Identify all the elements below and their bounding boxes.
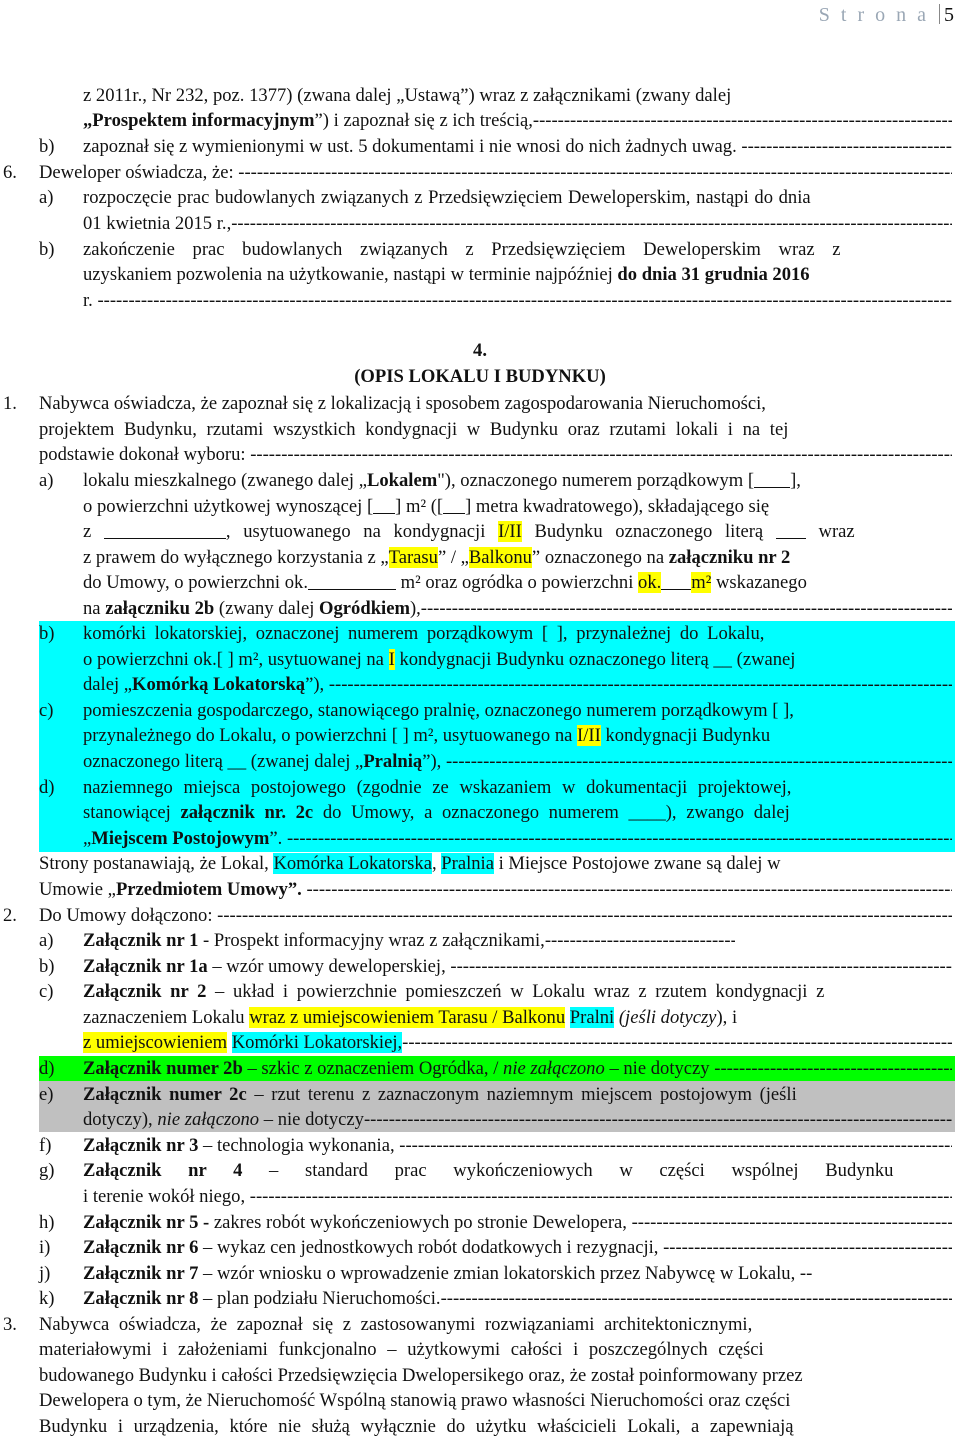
text-line: 6. Deweloper oświadcza, że: ----- (0, 160, 952, 186)
text-line: oznaczonego literą __ (zwanej dalej „Pralnią”), ----- (0, 749, 952, 775)
text-line: z 2011r., Nr 232, poz. 1377) (zwana dalej „Ustawą”) wraz z załącznikami (zwany dalej (83, 85, 732, 106)
text-line: „Miejscem Postojowym”. ----- (0, 826, 952, 852)
text-line: g) Załącznik nr 4 – standard prac wykończeniowych w części wspólnej Budynku (39, 1160, 894, 1181)
text-line: b) zakończenie prac budowlanych związanych z Przedsięwzięciem Deweloperskim wraz z (39, 239, 841, 260)
text-line: z prawem do wyłącznego korzystania z „Tarasu” / „Balkonu” oznaczonego na załączniku nr 2 (83, 547, 791, 568)
text-line: k) Załącznik nr 8 – plan podziału Nieruchomości. ----- (0, 1286, 952, 1312)
text-line: e) Załącznik numer 2c – rzut terenu z zaznaczonym naziemnym miejscem postojowym (jeśli (39, 1084, 797, 1105)
text-line: projektem Budynku, rzutami wszystkich kondygnacji w Budynku oraz rzutami lokali i na tej (39, 419, 789, 440)
text-line: podstawie dokonał wyboru: ----- (0, 442, 952, 468)
section-number: 4. (473, 340, 487, 361)
text-line: 1. Nabywca oświadcza, że zapoznał się z lokalizacją i sposobem zagospodarowania Nieruchomości, (3, 393, 766, 414)
text-line: dalej „Komórką Lokatorską”), ----- (0, 672, 952, 698)
page-header (819, 4, 954, 27)
text-line: o powierzchni użytkowej wynoszącej [ ] m² ([ ] metra kwadratowego), składającego się (83, 496, 770, 517)
text-line: r. ----- (0, 288, 952, 314)
text-line: z , usytuowanego na kondygnacji I/II Budynku oznaczonego literą wraz (83, 521, 855, 542)
text-line: i) Załącznik nr 6 – wykaz cen jednostkowych robót dodatkowych i rezygnacji, ----- (0, 1235, 952, 1261)
text-line: Strony postanawiają, że Lokal, Komórka Lokatorska, Pralnia i Miejsce Postojowe zwane są dalej w (39, 853, 781, 874)
text-line: i terenie wokół niego, ----- (0, 1184, 952, 1210)
text-line: zaznaczeniem Lokalu wraz z umiejscowieniem Tarasu / Balkonu Pralni (jeśli dotyczy), i (83, 1007, 738, 1028)
page-label: S t r o n a (818, 4, 929, 26)
text-line: f) Załącznik nr 3 – technologia wykonania, ----- (0, 1133, 952, 1159)
text-line: o powierzchni ok.[ ] m², usytuowanej na I kondygnacji Budynku oznaczonego literą __ (zwanej (83, 649, 796, 670)
text-line: 2. Do Umowy dołączono: ----- (0, 903, 952, 929)
text-line: materiałowymi i założeniami funkcjonalno – użytkowymi całości i poszczególnych części (39, 1339, 764, 1360)
text-line: d) naziemnego miejsca postojowego (zgodnie ze wskazaniem w dokumentacji projektowej, (39, 777, 792, 798)
text-line: a) lokalu mieszkalnego (zwanego dalej „Lokalem"), oznaczonego numerem porządkowym [ ], (39, 470, 801, 491)
text-line: budowanego Budynku i całości Przedsięwzięcia Dwelopersikego oraz, że został poinformowany przez (39, 1365, 803, 1386)
text-line: 01 kwietnia 2015 r., ----- (0, 211, 952, 237)
text-line: uzyskaniem pozwolenia na użytkowanie, nastąpi w terminie najpóźniej do dnia 31 grudnia 2016 (83, 264, 810, 285)
text-line: „Prospektem informacyjnym”) i zapoznał się z ich treścią, ----- (0, 108, 952, 134)
section-title: (OPIS LOKALU I BUDYNKU) (354, 366, 606, 387)
text-line: Umowie „Przedmiotem Umowy”. ----- (0, 877, 952, 903)
text-line: a) rozpoczęcie prac budowlanych związanych z Przedsięwzięciem Deweloperskim, nastąpi do dnia (39, 187, 811, 208)
text-line: z umiejscowieniem Komórki Lokatorskiej, ----- (0, 1030, 952, 1056)
page-number: 5 (944, 4, 954, 26)
text-line: Dewelopera o tym, że Nieruchomość Wspólną stanowią prawo własności Nieruchomości oraz części (39, 1390, 791, 1411)
text-line: stanowiącej załącznik nr. 2c do Umowy, a oznaczonego numerem ____), zwango dalej (83, 802, 790, 823)
text-line: b) komórki lokatorskiej, oznaczonej numerem porządkowym [ ], przynależnej do Lokalu, (39, 623, 765, 644)
text-line: d) Załącznik numer 2b – szkic z oznaczeniem Ogródka, / nie załączono – nie dotyczy ----- (0, 1056, 952, 1082)
text-line: 3. Nabywca oświadcza, że zapoznał się z zastosowanymi rozwiązaniami architektonicznymi, (3, 1314, 753, 1335)
text-line: b) Załącznik nr 1a – wzór umowy deweloperskiej, ----- (0, 954, 952, 980)
text-line: przynależnego do Lokalu, o powierzchni [ ] m², usytuowanego na I/II kondygnacji Budynku (83, 725, 771, 746)
text-line: b) zapoznał się z wymienionymi w ust. 5 dokumentami i nie wnosi do nich żadnych uwag. ----- (0, 134, 952, 160)
text-line: c) Załącznik nr 2 – układ i powierzchnie pomieszczeń w Lokalu wraz z rzutem kondygnacji z (39, 981, 825, 1002)
text-line: c) pomieszczenia gospodarczego, stanowiącego pralnię, oznaczonego numerem porządkowym [ ], (39, 700, 794, 721)
text-line: na załączniku 2b (zwany dalej Ogródkiem), ----- (0, 596, 952, 622)
text-line: a) Załącznik nr 1 - Prospekt informacyjny wraz z załącznikami,----- (0, 928, 952, 954)
text-line: Budynku i urządzenia, które nie służą wyłącznie do użytku właścicieli Lokali, a zapewniają (39, 1416, 794, 1437)
text-line: dotyczy), nie załączono – nie dotyczy ----- (0, 1107, 952, 1133)
text-line: j) Załącznik nr 7 – wzór wniosku o wprowadzenie zmian lokatorskich przez Nabywcę w Lokalu, -- (39, 1263, 813, 1284)
text-line: h) Załącznik nr 5 - zakres robót wykończeniowych po stronie Dewelopera, ----- (0, 1210, 952, 1236)
text-line: do Umowy, o powierzchni ok. m² oraz ogródka o powierzchni ok. m² wskazanego (83, 572, 807, 593)
